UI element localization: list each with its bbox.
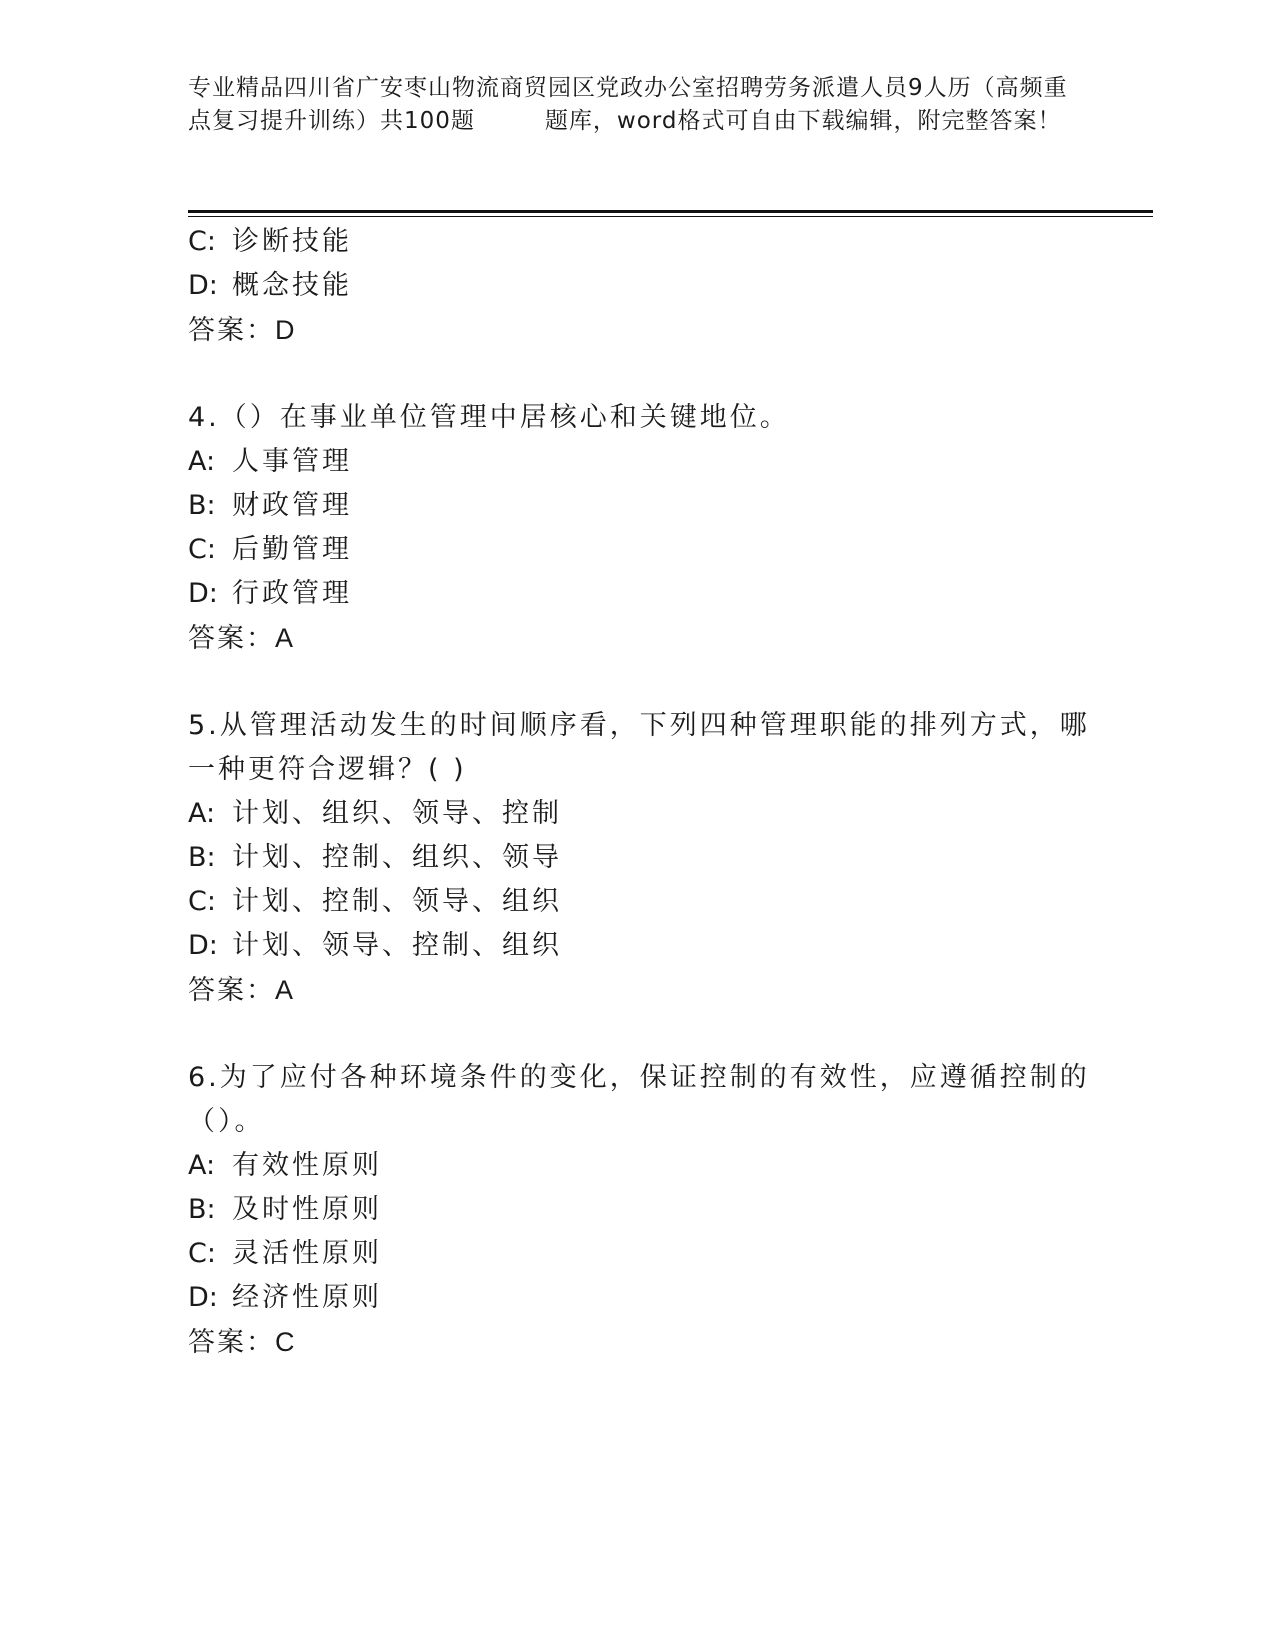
option-letter: B: (188, 1194, 216, 1225)
option-letter: D: (188, 578, 218, 609)
option-letter: A: (188, 446, 216, 477)
option-text: 人事管理 (232, 446, 352, 477)
answer-row (188, 970, 295, 1010)
answer-label: 答案： (188, 975, 275, 1005)
option-letter: A: (188, 798, 216, 829)
option-text: 概念技能 (232, 270, 352, 301)
question-stem-line2: （）。 (188, 1106, 265, 1137)
option-row (188, 1190, 382, 1230)
answer-value: A (275, 975, 296, 1005)
option-row (188, 530, 352, 570)
answer-row (188, 1322, 297, 1362)
option-text: 计划、控制、组织、领导 (232, 842, 562, 873)
option-row (188, 882, 562, 922)
option-text: 后勤管理 (232, 534, 352, 565)
option-letter: C: (188, 886, 216, 917)
answer-value: A (275, 623, 296, 653)
document-header (188, 72, 1088, 138)
question-stem-line1: 5.从管理活动发生的时间顺序看，下列四种管理职能的排列方式，哪 (188, 710, 1090, 741)
header-rule-thick (188, 210, 1153, 213)
option-text: 计划、控制、领导、组织 (232, 886, 562, 917)
question-stem-line1: 6.为了应付各种环境条件的变化，保证控制的有效性，应遵循控制的 (188, 1062, 1090, 1093)
option-row (188, 442, 352, 482)
option-text: 计划、领导、控制、组织 (232, 930, 562, 961)
option-text: 计划、组织、领导、控制 (232, 798, 562, 829)
option-row (188, 1234, 382, 1274)
option-text: 及时性原则 (232, 1194, 382, 1225)
header-title-part2: 题库，word格式可自由下载编辑，附完整答案！ (544, 108, 1062, 134)
option-letter: D: (188, 1282, 218, 1313)
option-row (188, 574, 352, 614)
answer-row (188, 310, 297, 350)
option-text: 经济性原则 (232, 1282, 382, 1313)
option-letter: C: (188, 226, 216, 257)
option-row (188, 266, 352, 306)
answer-label: 答案： (188, 315, 275, 345)
option-row (188, 926, 562, 966)
option-letter: D: (188, 930, 218, 961)
option-letter: C: (188, 534, 216, 565)
option-text: 诊断技能 (232, 226, 352, 257)
option-row (188, 486, 352, 526)
option-row (188, 838, 562, 878)
answer-value: D (275, 315, 297, 345)
option-letter: B: (188, 490, 216, 521)
answer-label: 答案： (188, 1327, 275, 1357)
answer-label: 答案： (188, 623, 275, 653)
option-row (188, 1278, 382, 1318)
option-letter: B: (188, 842, 216, 873)
question-stem-line2: 一种更符合逻辑？( ) (188, 754, 467, 785)
option-letter: D: (188, 270, 218, 301)
answer-row (188, 618, 295, 658)
option-letter: C: (188, 1238, 216, 1269)
option-letter: A: (188, 1150, 216, 1181)
option-row (188, 1146, 382, 1186)
header-title-part1: 专业精品四川省广安枣山物流商贸园区党政办公室招聘劳务派遣人员9人历（高频重点复习提升训练）共100题 (188, 75, 1068, 134)
option-text: 灵活性原则 (232, 1238, 382, 1269)
header-rule-thin (188, 216, 1153, 217)
option-text: 财政管理 (232, 490, 352, 521)
option-row (188, 222, 352, 262)
option-row (188, 794, 562, 834)
option-text: 行政管理 (232, 578, 352, 609)
option-text: 有效性原则 (232, 1150, 382, 1181)
answer-value: C (275, 1327, 297, 1357)
question-stem: 4.（）在事业单位管理中居核心和关键地位。 (188, 402, 790, 433)
